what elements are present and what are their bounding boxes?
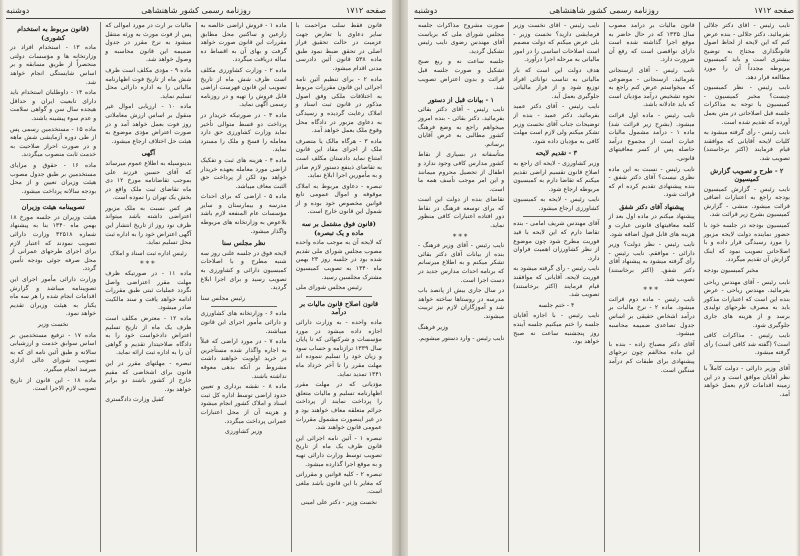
paragraph: ماده ۱۴ - داوطلبان استخدام باید دارای تابعیت ایران و حداقل هیجده سال سن و گواهی سلامت و عدم سوء پیشینه باشند. bbox=[10, 89, 97, 122]
paragraph: ماده ۸ - نقشه برداری و تعیین حدود اراضی توسط اداره کل ثبت اسناد و املاک کشور انجام میشود و هزینه آن از محل اعتبارات عمرانی پرداخت میگردد. bbox=[200, 383, 287, 425]
paragraph: ماده ۲ - وزارت کشاورزی مکلف است ظرف شش ماه از تاریخ تصویب این قانون فهرست اراضی قابل فروش را تهیه و در روزنامه رسمی آگهی نماید. bbox=[200, 66, 287, 109]
paragraph: صورت مشروح مذاکرات جلسه مجلس شورای ملی که بریاست آقای مهندس رضوی نایب رئیس تشکیل گردید. bbox=[418, 22, 505, 55]
paragraph: پیشنهاد میکنم در ماده اول بعد از کلمه معافیتهای قانونی عبارت و هزینه های قابل قبول اضافه شود. bbox=[608, 213, 695, 238]
text-column bbox=[291, 22, 386, 552]
text-column bbox=[508, 22, 603, 552]
section-heading: قانون اصلاح قانون مالیات بر درآمد bbox=[299, 299, 379, 317]
paragraph: نایب رئیس - نظر کمیسیون چیست؟ مخبر کمیسیون - کمیسیون با توجه به مذاکرات جلسه قبل اصلاحاتی در متن بعمل آورده که تقدیم شده است. bbox=[703, 84, 790, 126]
page-edge-shade bbox=[796, 0, 800, 556]
text-column bbox=[196, 22, 291, 552]
paragraph: نایب رئیس - ماده اول قرائت میشود. (بشرح زیر قرائت شد) ماده ۱ - درآمد مشمول مالیات عبارت است از مجموع درآمد حاصله پس از کسر معافیتهای قانونی. bbox=[608, 111, 695, 162]
paragraph: کمیسیون بودجه در جلسه خود با حضور نماینده دولت لایحه مزبور را مورد رسیدگی قرار داده و با اصلاحاتی تصویب نمود که اینک گزارش آن تقدیم میگردد. bbox=[703, 222, 790, 264]
page-gutter bbox=[392, 0, 408, 556]
text-column bbox=[414, 22, 508, 552]
paragraph: که لایحه آن به موجب ماده واحده مصوب مجلس شورای ملی تقدیم شده بود در جلسه روز ۲۳ بهمن ماه ۱۳۴۰ به تصویب کمیسیون مشترک مجلسین رسید. bbox=[295, 239, 382, 281]
paragraph: آقای مهندس شریف امامی - بنده تقاضا دارم که این لایحه با قید فوریت مطرح شود چون موضوع از نظر کشاورزان اهمیت فراوان دارد. bbox=[513, 220, 600, 262]
section-heading: (قانون مربوط به استخدام کشوری) bbox=[17, 25, 90, 42]
paragraph: ماده ۴ - هزینه های ثبت و تفکیک اراضی مورد معامله بعهده خریدار خواهد بود لکن از پرداخت حق الثبت معاف میباشد. bbox=[200, 156, 287, 190]
paragraph: نایب رئیس - گزارش کمیسیون بودجه راجع به اعتبارات اضافی قرائت میشود. منشی - گزارش کمیسیون بشرح زیر قرائت شد. bbox=[703, 185, 790, 219]
paragraph: نایب رئیس - آقای دکتر جلالی بفرمائید. دکتر جلالی - بنده عرض کنم که این لایحه از لحاظ اصول قانونگذاری محتاج به توضیح بیشتری است و باید کمیسیون مربوطه مجدداً آن را مورد مطالعه قرار دهد. bbox=[703, 22, 790, 81]
paragraph: فانون فقط سلب مزاحمت با سایر دعاوی با تعارض جهت عزمیت در حالت تحقیق فراز اصلی در تحقق ضبط نمود طبق ماده ۵۳۸ قانون آئین دادرسی مدنی اقدام میشود. bbox=[295, 22, 382, 72]
centered-line: ۴ - ختم جلسه bbox=[538, 301, 575, 309]
paragraph: تبصره ۲ - کلیه قوانین و مقرراتی که مغایر با این قانون باشد ملغی است. bbox=[295, 471, 382, 496]
signature-line: وزیر فرهنگ bbox=[418, 323, 449, 331]
section-heading: ۲ - طرح و تصویب گزارش کمیسیون bbox=[710, 166, 784, 184]
paragraph: ماده ۶ - وزارتخانه های کشاورزی و دارائی مأمور اجرای این قانون میباشند. bbox=[200, 310, 287, 335]
issue-day: دوشنبه bbox=[6, 6, 30, 15]
paragraph: نایب رئیس - آقای مهندس ریاحی بفرمائید. مهندس ریاحی - عرض بنده این است که اعتبارات مذکور باید به مصرف طرحهای تولیدی برسد و از هزینه های جاری جلوگیری شود. bbox=[703, 278, 790, 329]
paragraph: تبصره - مهلتهای مقرر در این قانون برای اشخاصی که مقیم خارج از کشور باشند دو برابر خواهد بود. bbox=[105, 359, 192, 393]
paragraph: ماده ۱۸ - این قانون از تاریخ تصویب لازم الاجرا است. bbox=[10, 376, 97, 393]
paragraph: ماده ۱ - فروش اراضی خالصه به زارعین و ساکنین محل مطابق مقررات این قانون صورت خواهد گرفت و بهای آن به اقساط ده ساله دریافت میگردد. bbox=[200, 22, 287, 64]
page-number: صفحه ۱۷۱۲ bbox=[753, 6, 794, 15]
signature-line: کفیل وزارت دادگستری bbox=[105, 396, 165, 404]
text-column bbox=[604, 22, 699, 552]
paragraph: وزارت دارائی مأمور اجرای این تصویبنامه میباشد و گزارش اقدامات انجام شده را هر سه ماه یکبار به هیئت وزیران تقدیم خواهد نمود. bbox=[10, 276, 97, 318]
paragraph: نایب رئیس - آقای ارسنجانی بفرمائید. ارسنجانی - موضوعی که میخواستم عرض کنم راجع به نحوه تشخیص درآمد مؤدیان است که باید عادلانه باشد. bbox=[608, 66, 695, 109]
centered-line: رئیس اداره ثبت اسناد و املاک bbox=[109, 249, 187, 257]
paragraph: نایب رئیس - آقای دکتر بقائی بفرمائید. دکتر بقائی - بنده امروز میخواهم راجع به وضع فرهنگ کشور مطالبی به عرض آقایان برسانم. bbox=[418, 106, 505, 148]
centered-line: نخست وزیر - دکتر علی امینی bbox=[300, 498, 377, 506]
signature-line: مخبر کمیسیون بودجه bbox=[703, 267, 759, 275]
right-page bbox=[408, 0, 800, 556]
centered-line: وزیر کشاورزی bbox=[225, 428, 263, 436]
page-edge-shade bbox=[0, 0, 4, 556]
paragraph: در سال جاری بیش از پانصد باب مدرسه در روستاها ساخته خواهد شد و آموزگاران لازم نیز تربیت میشوند. bbox=[418, 287, 505, 320]
ornament-separator: *** bbox=[140, 260, 157, 269]
paragraph: نایب رئیس - وارد دستور میشویم. bbox=[418, 335, 505, 343]
paragraph: وزیر کشاورزی - لایحه ای راجع به اصلاح قانون تقسیم اراضی تقدیم میکنم که تقاضا دارم به کمیسیون مربوطه ارجاع شود. bbox=[513, 159, 600, 193]
issue-day: دوشنبه bbox=[414, 6, 438, 15]
paragraph: نایب رئیس - نظر دولت؟ وزیر دارائی - موافقم. نایب رئیس - رأی گرفته میشود به پیشنهاد آقای دکتر شفق. (اکثر برخاستند) تصویب شد. bbox=[608, 241, 695, 283]
paragraph: نایب رئیس - مذاکرات کافی است؟ (گفته شد کافی است) رأی گرفته میشود. bbox=[703, 332, 790, 357]
signature-line: رئیس مجلس شورای ملی bbox=[295, 284, 362, 292]
paragraph: ماده ۳ - در صورتیکه خریدار در پرداخت دو قسط متوالی تأخیر نماید وزارت کشاورزی حق دارد معامله را فسخ و ملک را مسترد نماید. bbox=[200, 111, 287, 154]
left-page-header bbox=[6, 4, 386, 19]
paragraph: قانون مالیات بر درآمد مصوب سال ۱۳۳۵ که در حال حاضر به موقع اجرا گذاشته شده است دارای نواقصی است که رفع آن ضرورت دارد. bbox=[608, 22, 695, 64]
paragraph: ماده ۱۵ - مستخدمین رسمی پس از طی دوره آزمایشی شش ماهه و در صورت احراز صلاحیت به خدمت ثابت منصوب میگردند. bbox=[10, 125, 97, 159]
paragraph: نایب رئیس - آقای وزیر فرهنگ - بنده از بیانات آقای دکتر بقائی تشکر میکنم و به اطلاع میرسانم که برنامه احداث مدارس جدید در دست اجرا است. bbox=[418, 242, 505, 284]
section-heading: نظر مجلس سنا bbox=[221, 239, 266, 248]
paragraph: نایب رئیس - رأی گرفته میشود به کلیات لایحه آقایانی که موافقند قیام فرمایند (اکثر برخاستند) تصویب شد. bbox=[703, 129, 790, 162]
paragraph: آقای دکتر مصباح زاده - بنده با این ماده مخالفم چون نرخهای پیشنهادی برای طبقات کم درآمد سنگین است. bbox=[608, 340, 695, 374]
paragraph: جلسه ساعت نه و ربع صبح تشکیل و صورت جلسه قبل قرائت و بدون اعتراض تصویب شد. bbox=[418, 58, 505, 92]
paragraph: نایب رئیس - ماده دوم قرائت میشود. ماده ۲ - نرخ مالیات بر درآمد اشخاص حقیقی بر اساس جدول تصاعدی ضمیمه محاسبه میشود. bbox=[608, 295, 695, 338]
section-heading: تصویبنامه هیئت وزیران bbox=[21, 203, 85, 212]
paragraph: ماده ۳ - هرگاه مالک یا متصرف ملک از اجرای مفاد این قانون امتناع نماید دادستان مکلف است به تقاضای ذینفع دستور لازم صادر و به مأمورین اجرا ابلاغ نماید. bbox=[295, 137, 382, 180]
right-page-header bbox=[414, 4, 794, 19]
gazette-title: روزنامه رسمی کشور شاهنشاهی bbox=[141, 6, 251, 15]
left-page bbox=[0, 0, 392, 556]
section-heading: پیشنهاد آقای دکتر شفق bbox=[619, 202, 685, 211]
signature-line: رئیس مجلس سنا bbox=[200, 294, 246, 302]
paragraph: نایب رئیس - لایحه به کمیسیون کشاورزی ارجاع میشود. bbox=[513, 196, 600, 212]
paragraph: ماده ۱۶ - حقوق و مزایای مستخدمین بر طبق جدول مصوب هیئت وزیران تعیین و از محل بودجه سالانه پرداخت میشود. bbox=[10, 161, 97, 195]
paragraph: ماده ۱۲ - معترض مکلف است ظرف یک ماه از تاریخ تسلیم اعتراض دادخواست خود را به دادگاه صلاحیتدار تقدیم و گواهی آن را به اداره ثبت ارائه نماید. bbox=[105, 315, 192, 357]
ornament-separator: *** bbox=[643, 286, 660, 295]
paragraph: بدینوسیله به اطلاع عموم میرساند که آقای حسین فرزند علی بموجب تقاضانامه مورخ ۱۲ دی ماه تقاضای ثبت ملک واقع در بخش یک تهران را نموده است. bbox=[105, 159, 192, 202]
paragraph: ماده ۱۰ - ارزیابی اموال غیر منقول بر اساس ارزش معاملاتی روز فوت بعمل خواهد آمد و در صورت اعتراض مؤدی موضوع به هیئت حل اختلاف ارجاع میشود. bbox=[105, 103, 192, 145]
paragraph: نایب رئیس - آقای دکتر عمید بفرمائید. دکتر عمید - بنده از توضیحات جناب آقای نخست وزیر تشکر میکنم ولی لازم است مهلت کافی به مؤدیان داده شود. bbox=[513, 103, 600, 145]
centered-line: نخست وزیر bbox=[37, 321, 69, 328]
paragraph: ماده ۲ - برای تنظیم آئین نامه اجرائی این قانون مقررات مربوط به اختلافات ملکی وفق اصول مذکور در قانون ثبت اسناد و املاک رعایت گردیده و رسیدگی به دعاوی مزبور در دادگاه محل وقوع ملک بعمل خواهد آمد. bbox=[295, 75, 383, 135]
section-divider bbox=[211, 306, 277, 307]
paragraph: هدف دولت این است که بار مالیاتی به تناسب توانائی افراد توزیع شود و از فرار مالیاتی جلوگیری بعمل آید. bbox=[513, 66, 600, 100]
paragraph: تبصره - دعاوی مربوط به املاک موقوفه و اموال عمومی تابع قوانین مخصوص خود بوده و از شمول این قانون خارج است. bbox=[295, 182, 382, 216]
paragraph: تقاضای بنده از دولت این است که برای توسعه فرهنگ در نقاط دور افتاده اعتبارات کافی منظور نماید. bbox=[418, 196, 505, 230]
paragraph: هیئت وزیران در جلسه مورخ ۱۸ بهمن ماه ۱۳۴۰ بنا به پیشنهاد شماره ۳۲۵۱۸ وزارت دارائی تصویب نمودند که اعتبار لازم برای اجرای طرحهای عمرانی از محل صرفه جوئی بودجه تأمین گردد. bbox=[10, 213, 97, 273]
paragraph: مالیات بر ارث در مورد اموالی که پس از فوت مورث به ورثه منتقل میشود به نرخ مقرر در جدول ضمیمه این قانون محاسبه و وصول خواهد شد. bbox=[105, 22, 192, 64]
section-divider bbox=[20, 199, 86, 200]
section-divider bbox=[306, 296, 372, 297]
section-heading: آگهی bbox=[141, 149, 156, 158]
text-column bbox=[6, 22, 100, 552]
paragraph: ماده ۱۳ - استخدام افراد در وزارتخانه ها و مؤسسات دولتی منحصراً از طریق مسابقه و بر اساس شایستگی انجام خواهد شد. bbox=[10, 44, 97, 86]
left-page-columns bbox=[6, 22, 386, 552]
section-heading: ۳ - تقدیم لایحه bbox=[535, 149, 578, 158]
text-column bbox=[699, 22, 794, 552]
paragraph: ماده ۵ - اراضی که برای احداث مدرسه و بیمارستان و سایر مؤسسات عام المنفعه لازم باشد بلاعوض به وزارتخانه های مربوطه واگذار میشود. bbox=[200, 193, 287, 235]
paragraph: متأسفانه در بسیاری از نقاط کشور مدارس کافی وجود ندارد و اطفال از تحصیل محروم میمانند و این امر موجب تأسف همه ما است. bbox=[418, 151, 505, 193]
paragraph: آقای وزیر دارائی - دولت کاملاً با نظر آقایان موافق است و در این زمینه اقدامات لازم بعمل خواهد آمد. bbox=[703, 364, 790, 398]
paragraph: لایحه فوق در جلسه علنی روز سه شنبه مطرح و با اصلاحات کمیسیون دارائی و کشاورزی به تصویب رسید و برای اجرا ابلاغ گردید. bbox=[200, 249, 287, 292]
text-column bbox=[100, 22, 195, 552]
paragraph: ماده ۱۷ - ترفیع مستخدمین بر اساس سوابق خدمت و ارزشیابی سالانه و طبق آئین نامه ای که به تصویب شورای عالی اداری میرسد انجام میگیرد. bbox=[10, 331, 97, 373]
paragraph: ماده ۹ - مؤدی مکلف است ظرف شش ماه از تاریخ فوت اظهارنامه مالیاتی را به اداره دارائی محل تسلیم نماید. bbox=[105, 66, 192, 100]
ornament-separator: *** bbox=[452, 232, 470, 241]
paragraph: نایب رئیس - با اجازه آقایان جلسه را ختم میکنیم جلسه آینده روز پنجشنبه ساعت نه صبح خواهد بود. bbox=[513, 312, 600, 346]
section-heading: (قانون فوق مشتمل بر سه ماده و یک تبصره) bbox=[301, 220, 376, 237]
paragraph: نایب رئیس - رأی گرفته میشود به فوریت لایحه. آقایانی که موافقند قیام فرمایند (اکثر برخاستند) تصویب شد. bbox=[513, 265, 600, 299]
paragraph: مؤدیانی که در مهلت مقرر اظهارنامه تسلیم و مالیات متعلق را پرداخت نمایند از پرداخت جرائم متعلقه معاف خواهند بود و در غیر اینصورت مشمول مقررات عمومی قانون خواهند شد. bbox=[295, 381, 382, 432]
paragraph: ماده واحده - به وزارت دارائی اجازه داده میشود در مورد مؤسسات و شرکتهائی که تا پایان سال ۱۳۳۹ ترازنامه و حساب سود و زیان خود را تسلیم ننموده اند مهلت مقرر را تا آخر خرداد ماه ۱۳۴۱ تمدید نماید. bbox=[295, 319, 382, 378]
paragraph: نایب رئیس - نسبت به این ماده نظری نیست؟ آقای دکتر شفق - بنده پیشنهادی تقدیم کرده ام که قرائت شود. bbox=[608, 165, 695, 199]
section-heading: ۱ - بیانات قبل از دستور bbox=[428, 95, 495, 104]
right-page-columns bbox=[414, 22, 794, 552]
paragraph: ماده ۱۱ - در صورتیکه ظرف مهلت مقرر اعتراضی واصل نگردد عملیات ثبتی طبق مقررات ادامه خواهد یافت و سند مالکیت صادر میشود. bbox=[105, 270, 192, 312]
section-divider bbox=[523, 216, 589, 217]
section-divider bbox=[714, 361, 780, 362]
page-number: صفحه ۱۷۱۲ bbox=[345, 6, 386, 15]
paragraph: ماده ۷ - در مورد اراضی که قبلاً به اجاره واگذار شده مستأجرین در خرید اولویت خواهند داشت مشروط بر آنکه بدهی معوقه نداشته باشند. bbox=[200, 338, 287, 380]
paragraph: تبصره ۱ - آئین نامه اجرائی این قانون ظرف یک ماه از تاریخ تصویب توسط وزارت دارائی تهیه و به موقع اجرا گذارده میشود. bbox=[295, 434, 383, 468]
paragraph: نایب رئیس - آقای نخست وزیر فرمایشی دارید؟ نخست وزیر - بلی عرض میکنم که دولت مصمم است اصلاحات اساسی را در امور مالیاتی به مرحله اجرا درآورد. bbox=[513, 22, 600, 64]
gazette-title: روزنامه رسمی کشور شاهنشاهی bbox=[549, 6, 659, 15]
paragraph: هر کس نسبت به ملک مزبور اعتراضی داشته باشد میتواند ظرف نود روز از تاریخ انتشار این آگهی اعتراض خود را به اداره ثبت محل تسلیم نماید. bbox=[105, 204, 192, 247]
